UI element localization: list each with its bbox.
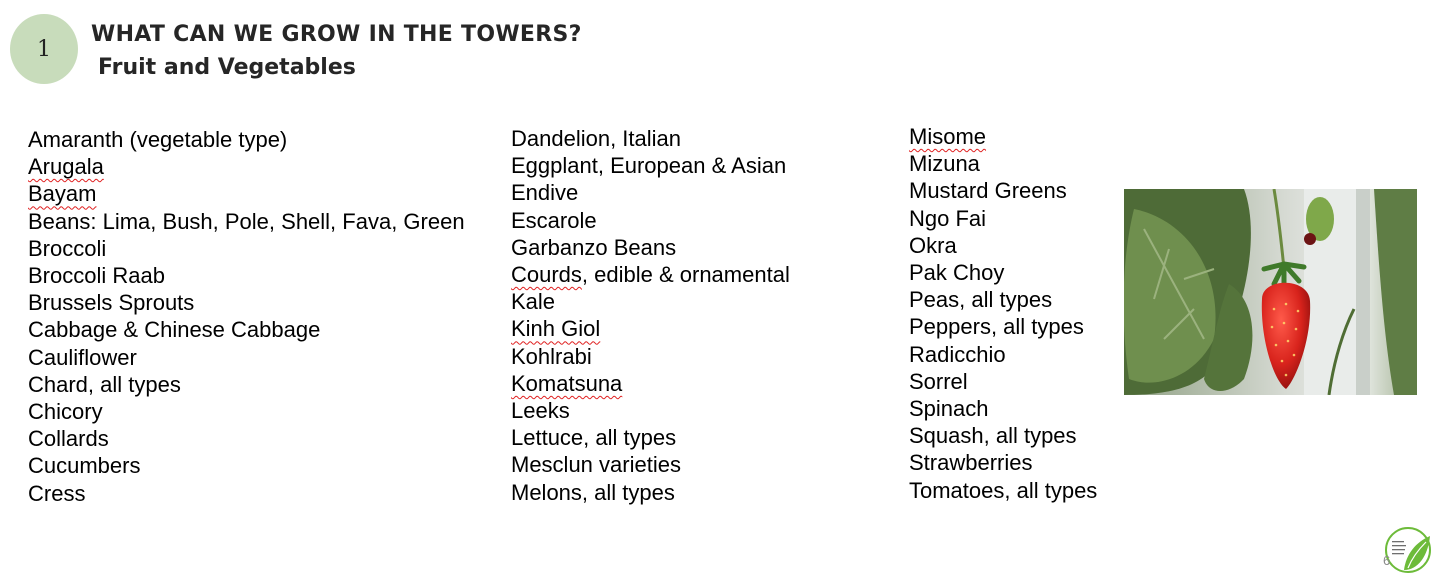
crop-item — [511, 370, 790, 397]
crop-item-text: Bayam — [28, 181, 97, 207]
crop-item: Beans: Lima, Bush, Pole, Shell, Fava, Green — [28, 208, 465, 234]
crop-item: Okra — [909, 232, 957, 258]
crop-item — [28, 153, 465, 180]
crop-item — [28, 180, 465, 207]
crop-item: Mesclun varieties — [511, 452, 681, 478]
crop-item: Lettuce, all types — [511, 425, 677, 451]
crop-item: Amaranth (vegetable type) — [28, 127, 288, 152]
crop-item: Dandelion, Italian — [511, 126, 682, 151]
crop-item: Radicchio — [909, 341, 1006, 367]
crop-item: Kale — [511, 289, 556, 315]
crop-item — [511, 315, 790, 342]
crop-item: Sorrel — [909, 368, 968, 394]
strawberry-photo-graphic — [1124, 189, 1417, 395]
crop-item-text: Kinh Giol — [511, 316, 601, 342]
crop-item: Squash, all types — [909, 423, 1077, 449]
crop-item: Melons, all types — [511, 479, 675, 505]
crop-item: Chicory — [28, 399, 103, 425]
crop-item: Cauliflower — [28, 344, 137, 370]
slide-subtitle: Fruit and Vegetables — [98, 55, 356, 80]
crop-item: Eggplant, European & Asian — [511, 153, 787, 179]
crop-item: Tomatoes, all types — [909, 477, 1098, 503]
crop-item: Ngo Fai — [909, 205, 987, 231]
crop-item: Broccoli — [28, 235, 107, 261]
crop-item: Peas, all types — [909, 287, 1053, 313]
crop-item: Kohlrabi — [511, 343, 592, 369]
crop-item: Garbanzo Beans — [511, 234, 677, 260]
crop-list-column-3 — [909, 123, 1097, 504]
crop-item — [511, 261, 790, 288]
slide-number-badge — [10, 14, 78, 84]
crop-item-text: Arugala — [28, 154, 104, 180]
strawberry-plant-photo — [1124, 189, 1417, 395]
crop-item: Mizuna — [909, 151, 980, 177]
crop-item: Cabbage & Chinese Cabbage — [28, 317, 321, 343]
leaf-logo-icon — [1384, 526, 1432, 574]
crop-item: Leeks — [511, 398, 570, 424]
crop-item: Mustard Greens — [909, 178, 1067, 204]
crop-item: Chard, all types — [28, 371, 181, 397]
crop-item: Peppers, all types — [909, 314, 1084, 340]
crop-item: Pak Choy — [909, 260, 1005, 286]
crop-item: Broccoli Raab — [28, 263, 165, 289]
crop-item: Strawberries — [909, 450, 1033, 476]
crop-item: Spinach — [909, 396, 989, 422]
crop-item — [909, 123, 1097, 150]
crop-list-column-2 — [511, 125, 790, 506]
crop-item: Collards — [28, 426, 109, 452]
crop-item: Cucumbers — [28, 453, 141, 479]
crop-item-text: Misome — [909, 124, 987, 149]
slide-number: 1 — [37, 36, 51, 62]
crop-item: Brussels Sprouts — [28, 290, 195, 316]
crop-item: Endive — [511, 180, 579, 206]
crop-item-rest: , edible & ornamental — [581, 262, 790, 288]
slide-title: WHAT CAN WE GROW IN THE TOWERS? — [91, 22, 582, 47]
crop-item-flagged-word: Courds — [511, 262, 582, 288]
crop-list-column-1 — [28, 126, 465, 507]
crop-item: Escarole — [511, 207, 597, 233]
crop-item: Cress — [28, 480, 86, 506]
crop-item-text: Komatsuna — [511, 370, 623, 396]
page-number: 6 — [1383, 553, 1391, 568]
